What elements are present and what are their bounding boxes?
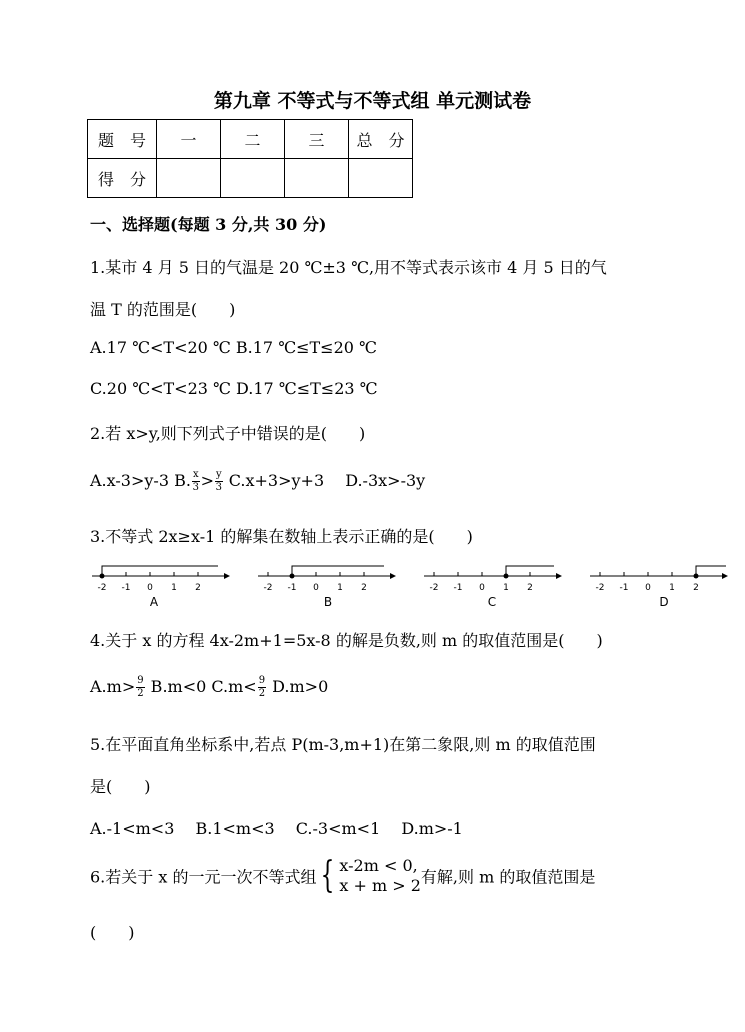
section-heading: 一、选择题(每题 3 分,共 30 分) <box>90 215 327 234</box>
number-line-a <box>92 566 230 609</box>
inequality-system <box>316 856 420 896</box>
tick-label: 1 <box>171 583 177 593</box>
tick-label: -1 <box>287 583 297 593</box>
tick-label: 1 <box>337 583 343 593</box>
fraction-numerator: y <box>215 469 222 480</box>
table-cell <box>157 159 221 198</box>
q2-stem: 2.若 x>y,则下列式子中错误的是( ) <box>90 424 366 443</box>
fraction-denominator: 3 <box>192 482 199 493</box>
q3-stem: 3.不等式 2x≥x-1 的解集在数轴上表示正确的是( ) <box>90 527 473 546</box>
option-label: D <box>659 595 669 609</box>
table-cell <box>285 159 349 198</box>
tick-label: 0 <box>479 583 485 593</box>
number-lines-figure <box>88 560 738 612</box>
tick-label: 0 <box>147 583 153 593</box>
q4-option-a: A.m> <box>90 677 136 696</box>
tick-label: 2 <box>527 583 533 593</box>
tick-label: 0 <box>645 583 651 593</box>
q1-stem-line2: 温 T 的范围是( ) <box>90 300 236 319</box>
fraction <box>258 675 266 700</box>
q6-stem-line2: ( ) <box>90 923 135 942</box>
option-label: B <box>323 595 333 609</box>
tick-label: 1 <box>669 583 675 593</box>
table-row <box>88 120 413 159</box>
table-cell: 三 <box>285 120 349 159</box>
fraction-numerator: x <box>192 469 199 480</box>
tick-label: 2 <box>361 583 367 593</box>
q2-options <box>90 468 425 494</box>
tick-label: -1 <box>453 583 463 593</box>
fraction <box>192 469 200 494</box>
q1-options-cd: C.20 ℃<T<23 ℃ D.17 ℃≤T≤23 ℃ <box>90 379 378 398</box>
score-table <box>87 119 413 198</box>
q4-options <box>90 675 328 700</box>
q2-option-a: A.x-3>y-3 B. <box>90 471 191 490</box>
tick-label: -2 <box>263 583 273 593</box>
fraction-denominator: 2 <box>137 688 144 699</box>
q5-stem-line2: 是( ) <box>90 777 151 796</box>
page-title: 第九章 不等式与不等式组 单元测试卷 <box>213 90 532 112</box>
q5-options: A.-1<m<3 B.1<m<3 C.-3<m<1 D.m>-1 <box>90 819 463 838</box>
option-label: C <box>487 595 497 609</box>
q6-stem <box>90 856 595 896</box>
number-line-c <box>424 566 562 609</box>
q6-prefix: 6.若关于 x 的一元一次不等式组 <box>90 867 317 887</box>
table-cell <box>221 159 285 198</box>
tick-label: 1 <box>503 583 509 593</box>
tick-label: 2 <box>693 583 699 593</box>
table-cell: 一 <box>157 120 221 159</box>
gt-sign: > <box>200 471 214 490</box>
tick-label: -1 <box>619 583 629 593</box>
q4-option-d: D.m>0 <box>267 677 329 696</box>
tick-label: -2 <box>429 583 439 593</box>
tick-label: 2 <box>195 583 201 593</box>
table-cell <box>349 159 413 198</box>
table-cell: 得 分 <box>88 159 157 198</box>
q4-stem: 4.关于 x 的方程 4x-2m+1=5x-8 的解是负数,则 m 的取值范围是( ) <box>90 631 603 650</box>
table-cell: 题 号 <box>88 120 157 159</box>
q1-stem-line1: 1.某市 4 月 5 日的气温是 20 ℃±3 ℃,用不等式表示该市 4 月 5 日的气 <box>90 258 607 277</box>
tick-label: 0 <box>313 583 319 593</box>
brace-icon: { <box>321 855 335 896</box>
number-line-b <box>258 566 396 609</box>
tick-label: -1 <box>121 583 131 593</box>
number-line-d <box>590 566 728 609</box>
fraction-denominator: 2 <box>258 688 266 699</box>
fraction-numerator: 9 <box>258 675 266 686</box>
fraction-numerator: 9 <box>137 675 144 686</box>
table-cell: 二 <box>221 120 285 159</box>
fraction <box>136 675 144 700</box>
option-label: A <box>149 595 159 609</box>
q4-option-bc: B.m<0 C.m< <box>145 677 257 696</box>
q6-suffix: 有解,则 m 的取值范围是 <box>420 867 596 887</box>
table-row <box>88 159 413 198</box>
q2-option-rest: C.x+3>y+3 D.-3x>-3y <box>223 471 426 490</box>
fraction <box>215 469 223 494</box>
system-line: x-2m < 0, <box>339 856 418 875</box>
table-cell: 总 分 <box>349 120 413 159</box>
fraction-denominator: 3 <box>215 482 222 493</box>
q5-stem-line1: 5.在平面直角坐标系中,若点 P(m-3,m+1)在第二象限,则 m 的取值范围 <box>90 735 596 754</box>
q1-options-ab: A.17 ℃<T<20 ℃ B.17 ℃≤T≤20 ℃ <box>90 338 377 357</box>
system-line: x + m > 2 <box>339 876 421 895</box>
tick-label: -2 <box>97 583 107 593</box>
tick-label: -2 <box>595 583 605 593</box>
